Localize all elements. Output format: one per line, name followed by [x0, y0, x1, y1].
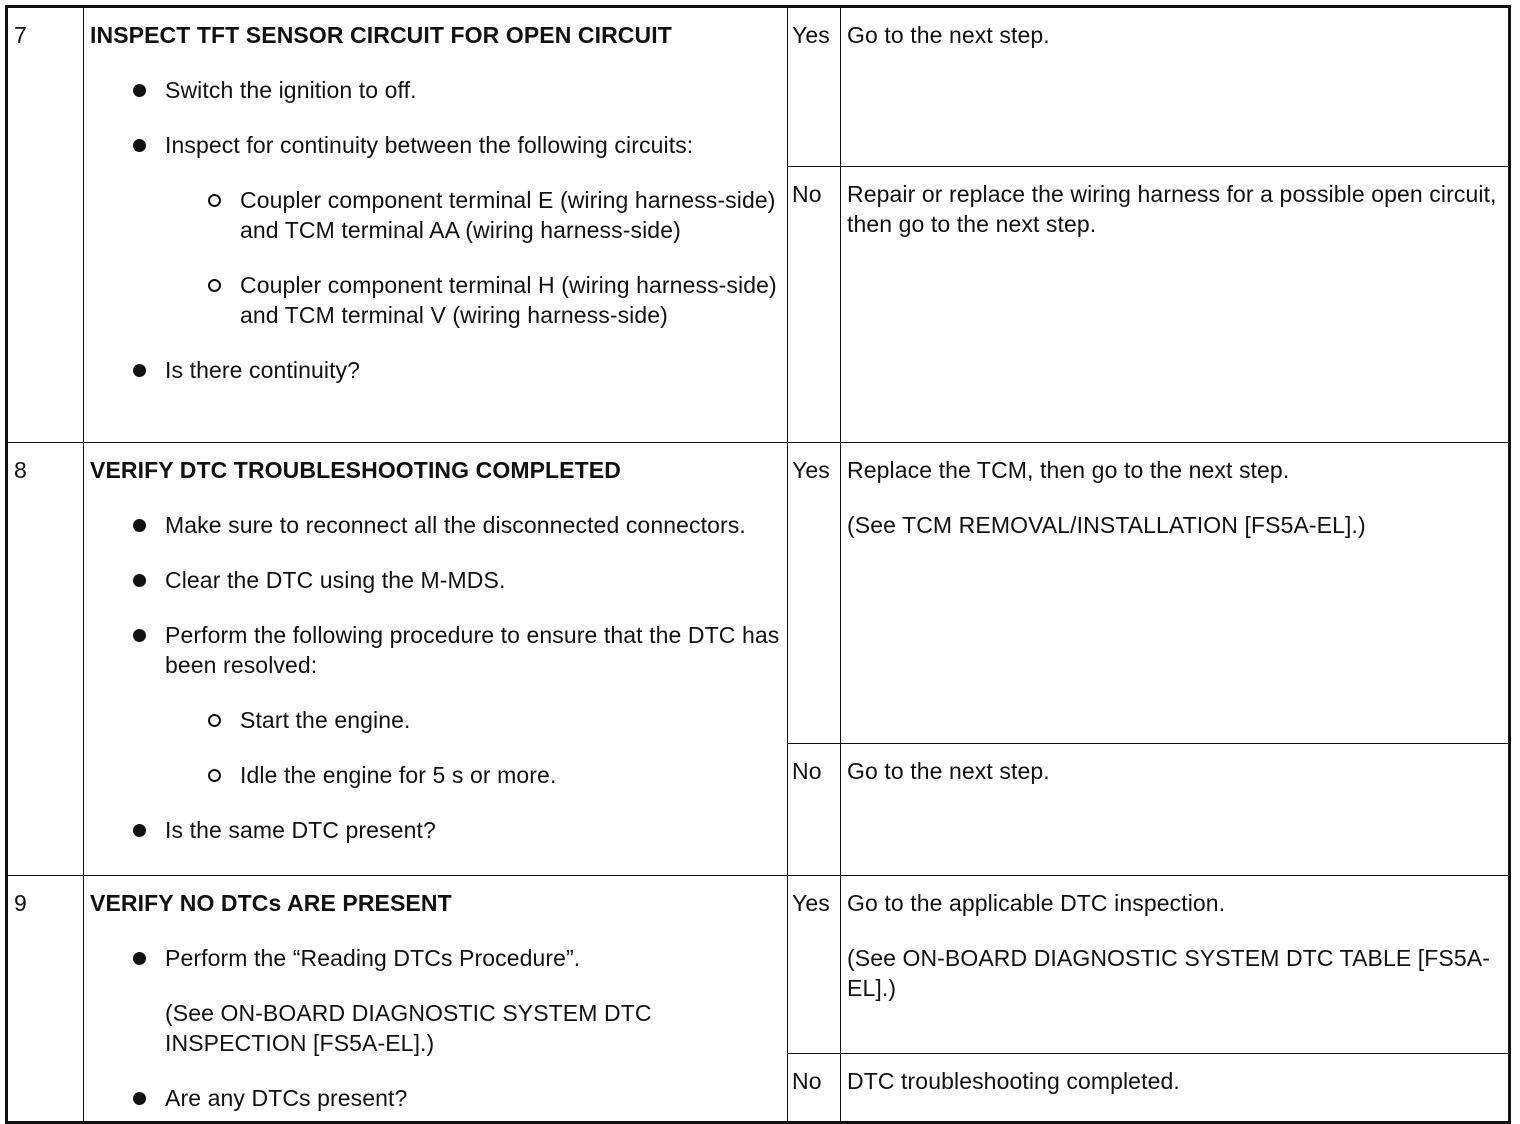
sub-bullet-item: Idle the engine for 5 s or more. — [240, 760, 787, 790]
diagnostic-procedure-table — [5, 5, 1511, 1124]
bullet-item: Perform the following procedure to ensure that the DTC has been resolved: — [165, 620, 787, 680]
yes-action: Go to the applicable DTC inspection. (See ON-BOARD DIAGNOSTIC SYSTEM DTC TABLE [FS5A-EL].) — [841, 876, 1510, 1054]
yes-action: Replace the TCM, then go to the next step. (See TCM REMOVAL/INSTALLATION [FS5A-EL].) — [841, 443, 1510, 744]
bullet-item: Perform the “Reading DTCs Procedure”. — [165, 943, 787, 973]
bullet-item: Inspect for continuity between the following circuits: — [165, 130, 787, 160]
bullet-item: Is the same DTC present? — [165, 815, 787, 845]
bullet-dot-icon — [133, 139, 146, 152]
yes-label: Yes — [788, 876, 841, 1054]
yes-label: Yes — [788, 7, 841, 167]
no-action: Repair or replace the wiring harness for a possible open circuit, then go to the next step. — [841, 167, 1510, 443]
step-8-yes-row — [7, 443, 1510, 744]
reference-note: (See ON-BOARD DIAGNOSTIC SYSTEM DTC INSPECTION [FS5A-EL].) — [165, 1000, 652, 1056]
step-title: VERIFY NO DTCs ARE PRESENT — [90, 890, 452, 916]
bullet-item: Clear the DTC using the M-MDS. — [165, 565, 787, 595]
step-number: 7 — [7, 7, 84, 443]
bullet-item: Are any DTCs present? — [165, 1083, 787, 1113]
bullet-circle-icon — [208, 194, 221, 207]
step-procedure — [84, 7, 788, 443]
step-procedure — [84, 443, 788, 876]
bullet-circle-icon — [208, 769, 221, 782]
bullet-item: Switch the ignition to off. — [165, 75, 787, 105]
reference-note: (See TCM REMOVAL/INSTALLATION [FS5A-EL].) — [847, 512, 1366, 538]
bullet-circle-icon — [208, 279, 221, 292]
bullet-dot-icon — [133, 824, 146, 837]
step-title: VERIFY DTC TROUBLESHOOTING COMPLETED — [90, 457, 621, 483]
bullet-dot-icon — [133, 364, 146, 377]
step-7-yes-row — [7, 7, 1510, 167]
bullet-circle-icon — [208, 714, 221, 727]
no-label: No — [788, 167, 841, 443]
bullet-item: Is there continuity? — [165, 355, 787, 385]
no-label: No — [788, 744, 841, 876]
bullet-dot-icon — [133, 629, 146, 642]
bullet-dot-icon — [133, 574, 146, 587]
bullet-dot-icon — [133, 84, 146, 97]
yes-label: Yes — [788, 443, 841, 744]
bullet-item: Make sure to reconnect all the disconnected connectors. — [165, 510, 787, 540]
no-action: Go to the next step. — [841, 744, 1510, 876]
step-title: INSPECT TFT SENSOR CIRCUIT FOR OPEN CIRCUIT — [90, 22, 672, 48]
bullet-dot-icon — [133, 1092, 146, 1105]
no-label: No — [788, 1054, 841, 1123]
sub-bullet-item: Coupler component terminal H (wiring harness-side) and TCM terminal V (wiring harness-side) — [240, 270, 787, 330]
yes-action: Go to the next step. — [841, 7, 1510, 167]
bullet-dot-icon — [133, 519, 146, 532]
step-number: 8 — [7, 443, 84, 876]
bullet-dot-icon — [133, 952, 146, 965]
reference-note: (See ON-BOARD DIAGNOSTIC SYSTEM DTC TABLE [FS5A-EL].) — [847, 945, 1490, 1001]
sub-bullet-item: Start the engine. — [240, 705, 787, 735]
step-procedure — [84, 876, 788, 1123]
step-number: 9 — [7, 876, 84, 1123]
step-9-yes-row — [7, 876, 1510, 1054]
sub-bullet-item: Coupler component terminal E (wiring harness-side) and TCM terminal AA (wiring harness-side) — [240, 185, 787, 245]
no-action: DTC troubleshooting completed. — [841, 1054, 1510, 1123]
